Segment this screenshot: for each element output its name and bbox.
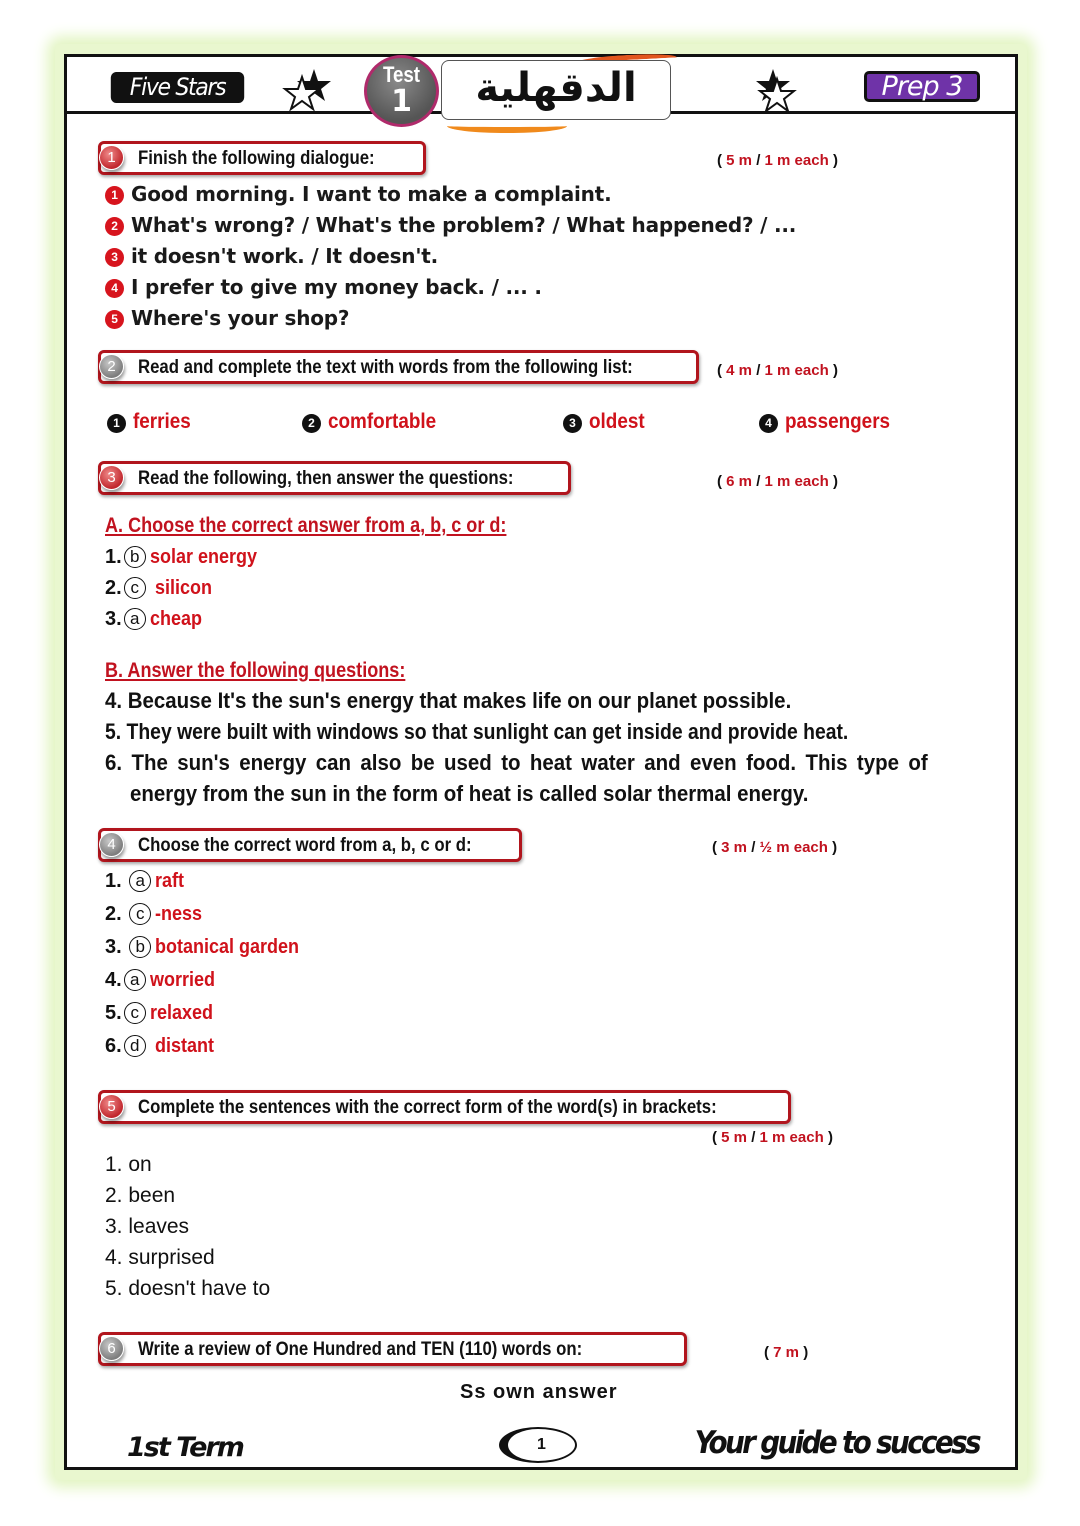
dialogue-line: 1 Good morning. I want to make a complaint.: [105, 182, 611, 206]
number-bullet-icon: 1: [105, 186, 124, 205]
worksheet-page: [64, 54, 1018, 1470]
brand-badge: Five Stars: [111, 72, 244, 103]
section-title: Read and complete the text with words from the following list:: [138, 356, 633, 378]
number-bullet-icon: 2: [302, 414, 321, 433]
number-bullet-icon: 4: [105, 279, 124, 298]
section-number-badge: 1: [99, 145, 124, 170]
dialogue-line: 3 it doesn't work. / It doesn't.: [105, 244, 438, 268]
term-label: 1st Term: [127, 1432, 243, 1463]
answer-paragraph: energy from the sun in the form of heat is called solar thermal energy.: [130, 781, 809, 806]
section-title: Choose the correct word from a, b, c or d:: [138, 834, 472, 856]
answer-paragraph: 5. They were built with windows so that sunlight can get inside and provide heat.: [105, 719, 849, 744]
answer-row: 3. b botanical garden: [105, 936, 300, 958]
section-marks: ( 7 m ): [764, 1344, 809, 1361]
answer-row: 4. surprised: [105, 1246, 215, 1269]
circled-choice: c: [124, 1002, 146, 1024]
circled-choice: b: [124, 546, 146, 568]
section-marks: ( 6 m / 1 m each ): [717, 473, 838, 490]
circled-choice: b: [129, 936, 151, 958]
number-bullet-icon: 3: [105, 248, 124, 267]
section-2-header: [98, 350, 699, 384]
section-number-badge: 3: [99, 465, 124, 490]
stars-icon: [747, 67, 801, 111]
section-marks: ( 5 m / 1 m each ): [717, 152, 838, 169]
answer-row: 1. b solar energy: [105, 546, 257, 568]
part-a-heading: A. Choose the correct answer from a, b, c or d:: [105, 514, 507, 537]
answer-row: 4. a worried: [105, 969, 215, 991]
section-3-header: [98, 461, 571, 495]
section-number-badge: 4: [99, 832, 124, 857]
section-marks: ( 3 m / ½ m each ): [712, 839, 838, 856]
section-1-header: [98, 141, 426, 175]
word-list-item: 1 ferries: [107, 410, 197, 434]
circled-choice: d: [124, 1035, 146, 1057]
section-title: Write a review of One Hundred and TEN (110) words on:: [138, 1338, 583, 1360]
answer-row: 5. c relaxed: [105, 1002, 213, 1024]
answer-row: 3. leaves: [105, 1215, 190, 1238]
answer-row: 2. c -ness: [105, 903, 203, 925]
circled-choice: a: [124, 969, 146, 991]
answer-row: 1. on: [105, 1153, 152, 1176]
circled-choice: c: [129, 903, 151, 925]
section-marks: ( 5 m / 1 m each ): [712, 1129, 833, 1146]
number-bullet-icon: 2: [105, 217, 124, 236]
circled-choice: c: [124, 577, 146, 599]
circled-choice: a: [129, 870, 151, 892]
section-number-badge: 2: [99, 354, 124, 379]
test-number-badge: [364, 55, 439, 127]
answer-paragraph: 4. Because It's the sun's energy that makes life on our planet possible.: [105, 688, 792, 713]
number-bullet-icon: 1: [107, 414, 126, 433]
word-list-item: 3 oldest: [563, 410, 651, 434]
answer-row: 6. d distant: [105, 1035, 215, 1057]
answer-row: 1. a raft: [105, 870, 185, 892]
answer-row: 5. doesn't have to: [105, 1277, 271, 1300]
section-6-header: [98, 1332, 687, 1366]
section-marks: ( 4 m / 1 m each ): [717, 362, 838, 379]
number-bullet-icon: 5: [105, 310, 124, 329]
section-5-header: [98, 1090, 791, 1124]
answer-row: 3. a cheap: [105, 608, 202, 630]
grade-badge: Prep 3: [864, 71, 980, 102]
governorate-title: الدقهلية: [441, 60, 671, 120]
section-title: Complete the sentences with the correct form of the word(s) in brackets:: [138, 1096, 717, 1118]
word-list-item: 4 passengers: [759, 410, 902, 434]
page-number: 1: [499, 1427, 577, 1463]
section-number-badge: 6: [99, 1336, 124, 1361]
dialogue-line: 5 Where's your shop?: [105, 306, 349, 330]
stars-icon: [282, 67, 336, 111]
dialogue-line: 4 I prefer to give my money back. / ... .: [105, 275, 542, 299]
section-number-badge: 5: [99, 1094, 124, 1119]
dialogue-line: 2 What's wrong? / What's the problem? / What happened? / ...: [105, 213, 796, 237]
test-label: Test: [382, 62, 421, 87]
number-bullet-icon: 3: [563, 414, 582, 433]
circled-choice: a: [124, 608, 146, 630]
number-bullet-icon: 4: [759, 414, 778, 433]
test-number: 1: [391, 84, 412, 119]
answer-row: 2. c silicon: [105, 577, 213, 599]
answer-paragraph: 6. The sun's energy can also be used to heat water and even food. This type of: [105, 750, 928, 775]
section-title: Read the following, then answer the questions:: [138, 467, 514, 489]
writing-answer: Ss own answer: [460, 1381, 618, 1403]
slogan: Your guide to success: [694, 1425, 979, 1461]
word-list-item: 2 comfortable: [302, 410, 448, 434]
answer-row: 2. been: [105, 1184, 176, 1207]
section-title: Finish the following dialogue:: [138, 147, 375, 169]
part-b-heading: B. Answer the following questions:: [105, 659, 406, 682]
section-4-header: [98, 828, 522, 862]
decorative-swoosh: [447, 119, 567, 133]
